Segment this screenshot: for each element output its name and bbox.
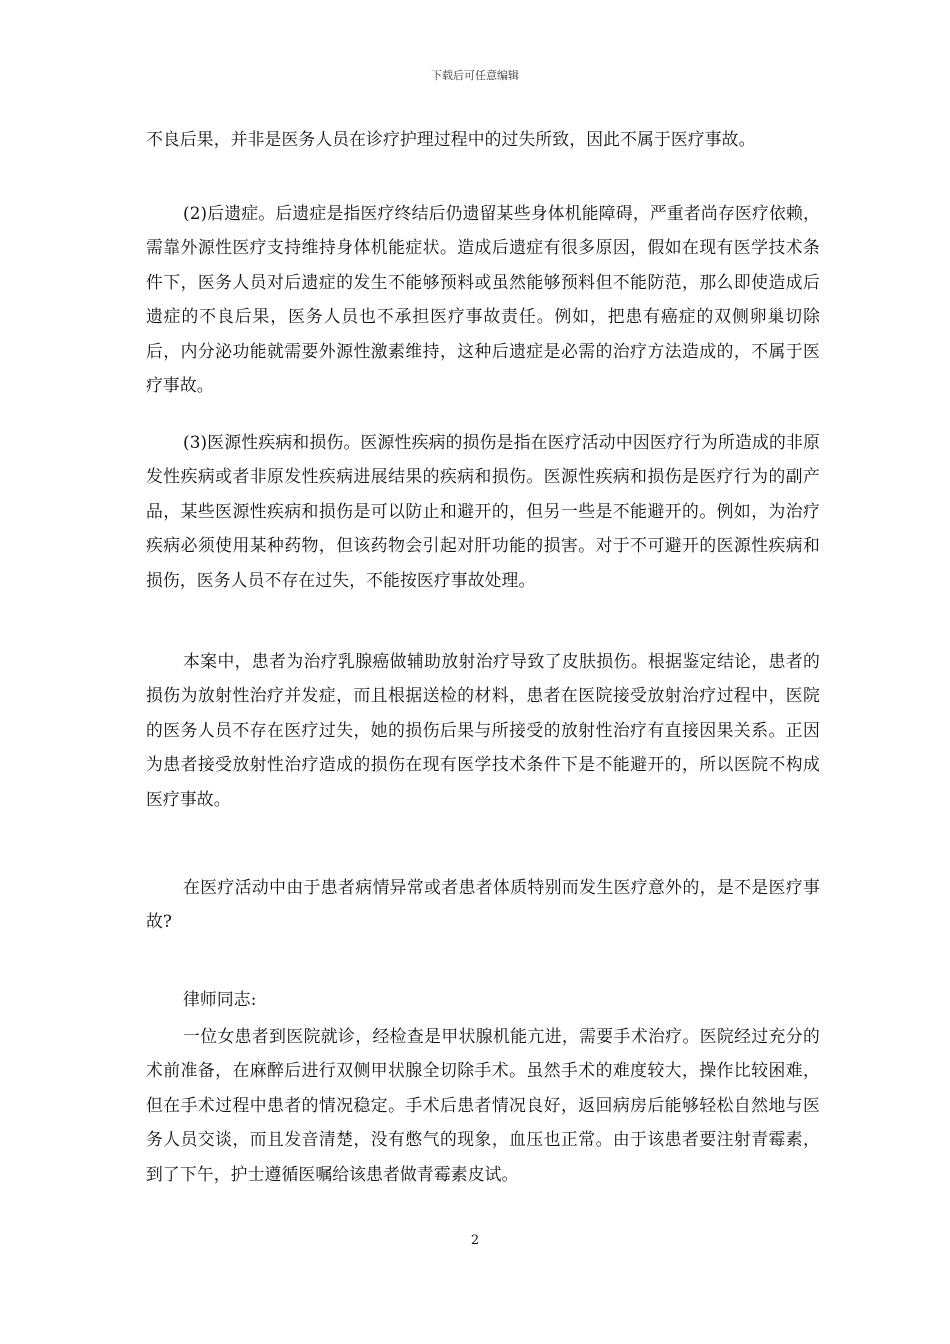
page-header: 下载后可任意编辑 (431, 69, 519, 82)
paragraph-1: 不良后果，并非是医务人员在诊疗护理过程中的过失所致，因此不属于医疗事故。 (146, 129, 756, 149)
paragraph-case: 一位女患者到医院就诊，经检查是甲状腺机能亢进，需要手术治疗。医院经过充分的术前准备，在麻醉后进行双侧甲状腺全切除手术。虽然手术的难度较大，操作比较困难，但在手术过程中患者的情况稳定。手术后患者情况良好，返回病房后能够轻松自然地与医务人员交谈，而且发音清楚，没有憋气的现象，血压也正常。由于该患者要注射青霉素，到了下午，护士遵循医嘱给该患者做青霉素皮试。 (146, 1026, 820, 1184)
question-paragraph: 在医疗活动中由于患者病情异常或者患者体质特别而发生医疗意外的，是不是医疗事故? (146, 877, 820, 932)
paragraph-4: 本案中，患者为治疗乳腺癌做辅助放射治疗导致了皮肤损伤。根据鉴定结论，患者的损伤为放射性治疗并发症，而且根据送检的材料，患者在医院接受放射治疗过程中，医院的医务人员不存在医疗过失，她的损伤后果与所接受的放射性治疗有直接因果关系。正因为患者接受放射性治疗造成的损伤在现有医学技术条件下是不能避开的，所以医院不构成医疗事故。 (146, 651, 820, 809)
paragraph-3: (3)医源性疾病和损伤。医源性疾病的损伤是指在医疗活动中因医疗行为所造成的非原发性疾病或者非原发性疾病进展结果的疾病和损伤。医源性疾病和损伤是医疗行为的副产品，某些医源性疾病和损伤是可以防止和避开的，但另一些是不能避开的。例如，为治疗疾病必须使用某种药物，但该药物会引起对肝功能的损害。对于不可避开的医源性疾病和损伤，医务人员不存在过失，不能按医疗事故处理。 (146, 432, 820, 590)
salutation: 律师同志: (183, 989, 257, 1009)
page-number: 2 (470, 1233, 480, 1248)
paragraph-2: (2)后遗症。后遗症是指医疗终结后仍遗留某些身体机能障碍，严重者尚存医疗依赖，需靠外源性医疗支持维持身体机能症状。造成后遗症有很多原因，假如在现有医学技术条件下，医务人员对后遗症的发生不能够预料或虽然能够预料但不能防范，那么即使造成后遗症的不良后果，医务人员也不承担医疗事故责任。例如，把患有癌症的双侧卵巢切除后，内分泌功能就需要外源性激素维持，这种后遗症是必需的治疗方法造成的，不属于医疗事故。 (146, 203, 820, 396)
